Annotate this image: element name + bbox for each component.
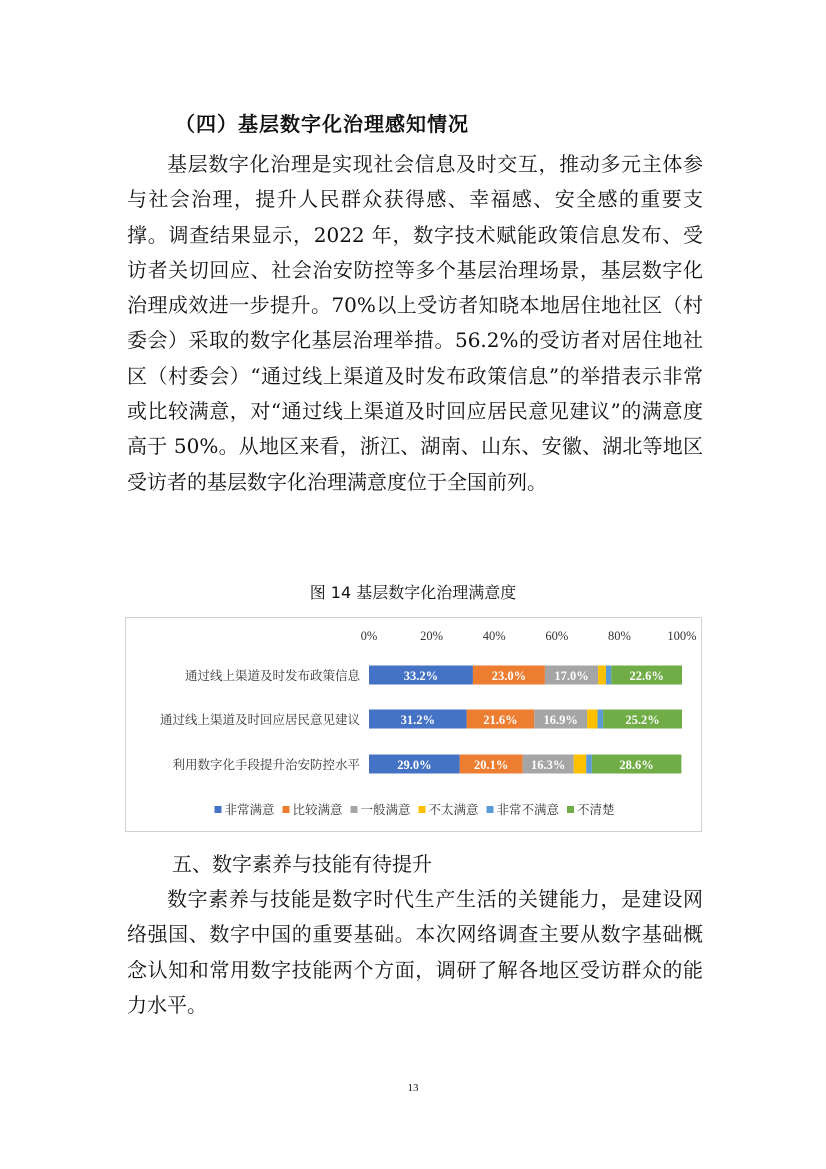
bar-segment [597, 710, 603, 729]
legend-swatch [283, 806, 290, 813]
legend-label: 一般满意 [360, 802, 411, 817]
x-tick-label: 0% [360, 629, 378, 643]
data-label: 29.0% [397, 758, 432, 772]
section2-title: 五、数字素养与技能有待提升 [172, 852, 432, 876]
section-title: （四）基层数字化治理感知情况 [175, 112, 469, 136]
data-label: 16.3% [531, 758, 566, 772]
legend-label: 比较满意 [292, 802, 343, 817]
legend-swatch [351, 806, 358, 813]
data-label: 20.1% [474, 758, 509, 772]
legend-label: 不太满意 [428, 802, 479, 817]
legend-swatch [487, 806, 494, 813]
data-label: 16.9% [543, 713, 578, 727]
category-label: 通过线上渠道及时回应居民意见建议 [159, 712, 360, 727]
legend-label: 非常满意 [224, 802, 275, 817]
bar-segment [574, 755, 587, 774]
x-tick-label: 20% [420, 629, 444, 643]
data-label: 22.6% [629, 669, 664, 683]
legend-swatch [567, 806, 574, 813]
section2-paragraph-block [127, 882, 703, 1023]
stacked-bar-chart [126, 618, 703, 833]
chart-frame [125, 617, 702, 832]
section-paragraph-block [127, 147, 703, 500]
legend-swatch [215, 806, 222, 813]
data-label: 17.0% [554, 669, 589, 683]
x-tick-label: 80% [607, 629, 631, 643]
category-label: 通过线上渠道及时发布政策信息 [184, 668, 360, 683]
legend-label: 不清楚 [577, 802, 615, 817]
section-paragraph: 基层数字化治理是实现社会信息及时交互，推动多元主体参与社会治理，提升人民群众获得感、幸福感、安全感的重要支撑。调查结果显示，2022 年，数字技术赋能政策信息发布、受访者关切回应、社会治安防控等多个基层治理场景，基层数字化治理成效进一步提升。70%以上受访者知晓本地居住地社区（村委会）采取的数字化基层治理举措。56.2%的受访者对居住地社区（村委会）“通过线上渠道及时发布政策信息”的举措表示非常或比较满意，对“通过线上渠道及时回应居民意见建议”的满意度高于 50%。从地区来看，浙江、湖南、山东、安徽、湖北等地区受访者的基层数字化治理满意度位于全国前列。 [127, 152, 703, 494]
data-label: 21.6% [483, 713, 518, 727]
bar-segment [586, 755, 592, 774]
data-label: 31.2% [400, 713, 436, 727]
x-tick-label: 100% [667, 629, 697, 643]
category-label: 利用数字化手段提升治安防控水平 [172, 757, 360, 772]
page-number: 13 [407, 1082, 419, 1094]
bar-segment [587, 710, 597, 729]
data-label: 33.2% [403, 669, 439, 683]
data-label: 25.2% [625, 713, 660, 727]
x-tick-label: 40% [482, 629, 506, 643]
figure-title: 图 14 基层数字化治理满意度 [309, 583, 517, 602]
bar-segment [598, 666, 606, 685]
legend-label: 非常不满意 [496, 802, 560, 817]
data-label: 23.0% [491, 669, 527, 683]
legend-swatch [419, 806, 426, 813]
section2-paragraph: 数字素养与技能是数字时代生产生活的关键能力，是建设网络强国、数字中国的重要基础。本次网络调查主要从数字基础概念认知和常用数字技能两个方面，调研了解各地区受访群众的能力水平。 [127, 887, 703, 1017]
data-label: 28.6% [619, 758, 654, 772]
x-tick-label: 60% [545, 629, 569, 643]
bar-segment [606, 666, 611, 685]
